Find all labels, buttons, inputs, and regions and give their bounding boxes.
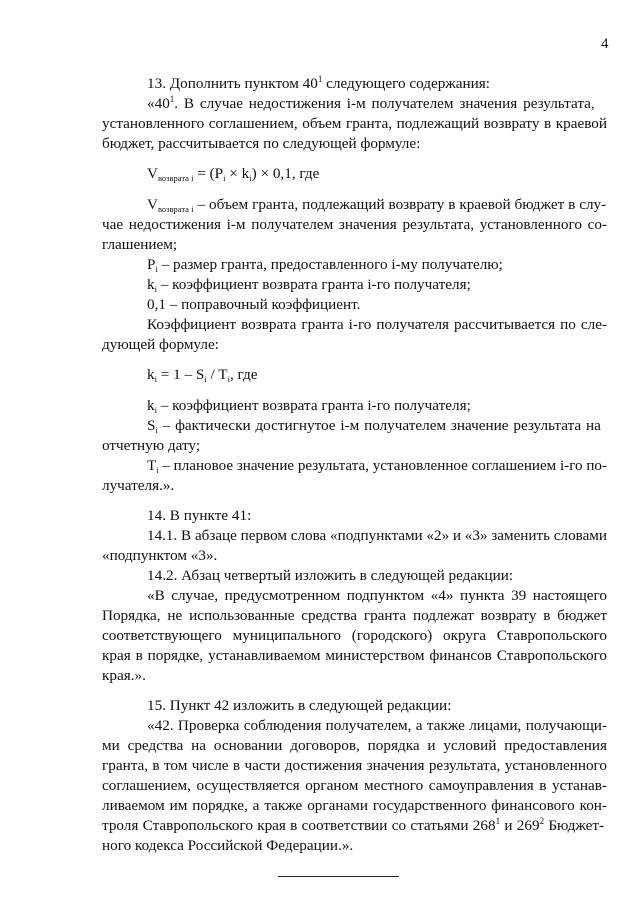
item-14-2: 14.2. Абзац четвертый изложить в следующей редакции: [147,567,514,584]
para-42-line5: ливаемом им порядке, а также органами государственного финансового кон- [102,797,607,814]
para-42-line2: ми средства на основании договоров, порядка и условий предоставления [102,737,607,754]
definition-correction: 0,1 – поправочный коэффициент. [147,296,361,313]
para-40-1-line1: «$40^1$. В случае недостижения i-м получателем значения результата, [147,94,595,112]
coefficient-intro-line2: дующей формуле: [102,336,219,353]
quote-line2: Порядка, не использованные средства гранта подлежат возврату в бюджет [102,607,607,624]
formula-grant-return: $V_{возврата i} = (P_i \times k_i) \times 0,1$, где [147,165,320,183]
quote-line1: «В случае, предусмотренном подпунктом «4» пункта 39 настоящего [147,587,607,604]
quote-line5: края.». [102,667,146,684]
quote-line4: края в порядке, устанавливаемом министерством финансов Ставропольского [102,647,607,664]
definition-t-line2: лучателя.». [102,477,175,494]
definition-v-line2: чае недостижения i-м получателем значения результата, установленного со- [102,216,607,233]
para-42-line7: ного кодекса Российской Федерации.». [102,837,354,854]
end-divider [278,876,399,877]
para-42-line6: троля Ставропольского края в соответствии со статьями $268^1$ и $269^2$ Бюджет- [102,816,605,834]
definition-s-line1: $S_i$ – фактически достигнутое i-м получателем значение результата на [147,417,601,435]
para-42-line4: соглашением, осуществляется органом местного самоуправления в устанав- [102,777,607,794]
quote-line3: соответствующего муниципального (городского) округа Ставропольского [102,627,607,644]
definition-k: $k_i$ – коэффициент возврата гранта i-го получателя; [147,276,471,294]
para-40-1-line3: бюджет, рассчитывается по следующей формуле: [102,135,421,152]
definition-v-line1: $V_{возврата i}$ – объем гранта, подлежащий возврату в краевой бюджет в слу- [147,196,607,214]
definition-s-line2: отчетную дату; [102,437,201,454]
para-40-1-line2: установленного соглашением, объем гранта, подлежащий возврату в краевой [102,115,607,132]
definition-p: $P_i$ – размер гранта, предоставленного i-му получателю; [147,256,503,274]
coefficient-intro-line1: Коэффициент возврата гранта i-го получателя рассчитывается по сле- [147,316,607,333]
definition-k2: $k_i$ – коэффициент возврата гранта i-го получателя; [147,397,471,415]
para-42-line1: «42. Проверка соблюдения получателем, а также лицами, получающи- [147,717,607,734]
item-14-heading: 14. В пункте 41: [147,507,252,524]
page-number: 4 [601,36,609,52]
formula-coefficient: $k_i = 1 - S_i / T_i$, где [147,366,258,384]
item-13-heading: 13. Дополнить пунктом $40^1$ следующего содержания: [147,74,490,92]
item-14-1-line1: 14.1. В абзаце первом слова «подпунктами «2» и «3» заменить словами [147,527,607,544]
item-15-heading: 15. Пункт 42 изложить в следующей редакции: [147,697,452,714]
para-42-line3: гранта, в том числе в части достижения значения результата, установленного [102,757,607,774]
definition-v-line3: глашением; [102,236,178,253]
definition-t-line1: $T_i$ – плановое значение результата, установленное соглашением i-го по- [147,457,607,475]
item-14-1-line2: «подпунктом «3». [102,547,218,564]
